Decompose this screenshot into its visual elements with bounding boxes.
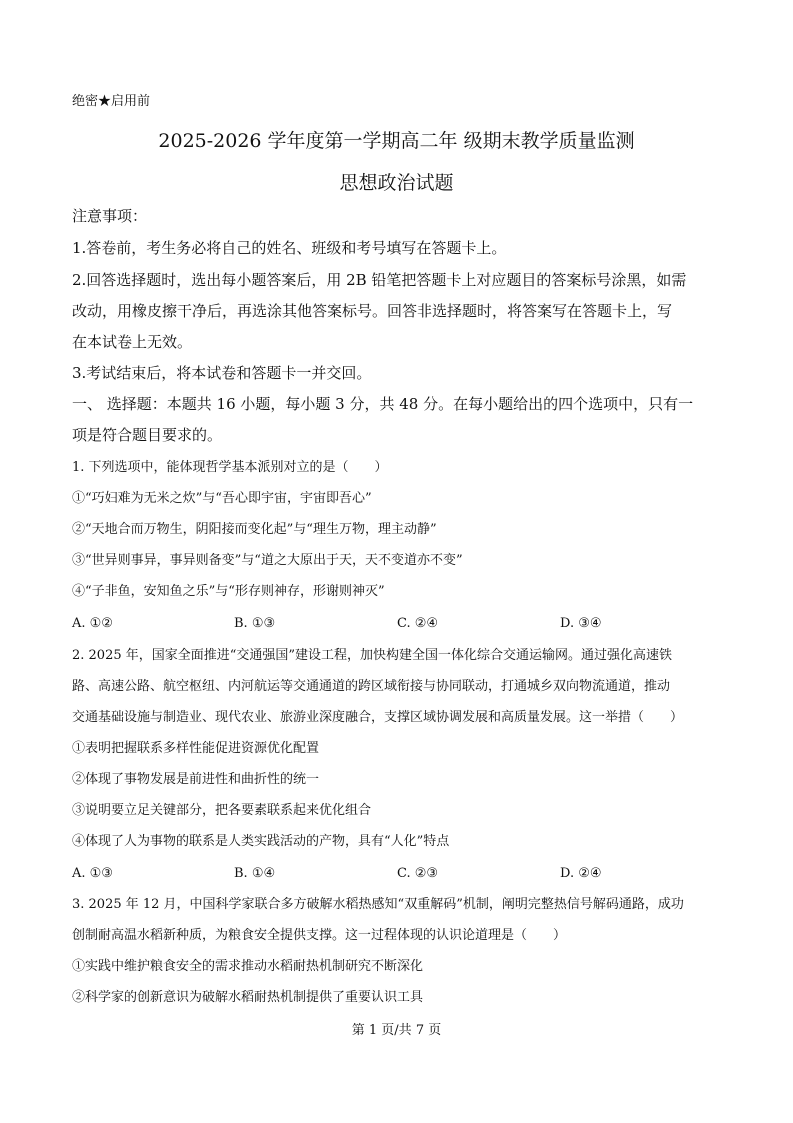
q1-option-a: A. ①② (72, 616, 113, 631)
section-1-line-2: 项是符合题目要求的。 (72, 426, 223, 444)
section-1-line-1: 一、 选择题：本题共 16 小题，每小题 3 分，共 48 分。在每小题给出的四个选项中，只有一 (72, 395, 694, 413)
exam-subtitle: 思想政治试题 (339, 172, 454, 194)
q2-stem-line-3: 交通基础设施与制造业、现代农业、旅游业深度融合，支撑区域协调发展和高质量发展。这一举措（ ） (72, 710, 684, 725)
notice-item-3: 3.考试结束后，将本试卷和答题卡一并交回。 (72, 364, 372, 382)
q3-stem-line-2: 创制耐高温水稻新种质，为粮食安全提供支撑。这一过程体现的认识论道理是（ ） (72, 928, 567, 943)
q3-statement-1: ①实践中维护粮食安全的需求推动水稻耐热机制研究不断深化 (72, 959, 424, 974)
q3-statement-2: ②科学家的创新意识为破解水稻耐热机制提供了重要认识工具 (72, 990, 424, 1005)
q1-stem: 1. 下列选项中，能体现哲学基本派别对立的是（ ） (72, 460, 388, 475)
secret-label: 绝密★启用前 (72, 94, 151, 109)
q3-stem-line-1: 3. 2025 年 12 月，中国科学家联合多方破解水稻热感知“双重解码”机制，阐明完整热信号解码通路，成功 (72, 897, 684, 912)
q1-statement-1: ①“巧妇难为无米之炊”与“吾心即宇宙，宇宙即吾心” (72, 491, 372, 506)
q1-option-b: B. ①③ (234, 616, 276, 631)
notice-item-2-line-3: 在本试卷上无效。 (72, 333, 193, 351)
q1-option-c: C. ②④ (397, 616, 439, 631)
q2-option-b: B. ①④ (234, 866, 276, 881)
notice-heading: 注意事项： (72, 207, 148, 225)
q2-option-d: D. ②④ (560, 866, 602, 881)
notice-item-2-line-1: 2.回答选择题时，选出每小题答案后，用 2B 铅笔把答题卡上对应题目的答案标号涂黑，如需 (72, 271, 687, 289)
q2-statement-4: ④体现了人为事物的联系是人类实践活动的产物，具有“人化”特点 (72, 834, 450, 849)
exam-title: 2025-2026 学年度第一学期高二年 级期末教学质量监测 (158, 130, 635, 152)
notice-item-1: 1.答卷前，考生务必将自己的姓名、班级和考号填写在答题卡上。 (72, 239, 507, 257)
q1-statement-4: ④“子非鱼，安知鱼之乐”与“形存则神存，形谢则神灭” (72, 584, 385, 599)
q2-stem-line-2: 路、高速公路、航空枢纽、内河航运等交通通道的跨区域衔接与协同联动，打通城乡双向物流通道，推动 (72, 679, 671, 694)
page-footer: 第 1 页/共 7 页 (351, 1023, 442, 1038)
q2-statement-2: ②体现了事物发展是前进性和曲折性的统一 (72, 772, 320, 787)
q2-stem-line-1: 2. 2025 年，国家全面推进“交通强国”建设工程，加快构建全国一体化综合交通运输网。通过强化高速铁 (72, 648, 673, 663)
q2-statement-1: ①表明把握联系多样性能促进资源优化配置 (72, 741, 320, 756)
q1-statement-2: ②“天地合而万物生，阴阳接而变化起”与“理生万物，理主动静” (72, 522, 437, 537)
q2-option-a: A. ①③ (72, 866, 113, 881)
q2-statement-3: ③说明要立足关键部分，把各要素联系起来优化组合 (72, 803, 372, 818)
q1-option-d: D. ③④ (560, 616, 602, 631)
q2-option-c: C. ②③ (397, 866, 439, 881)
notice-item-2-line-2: 改动，用橡皮擦干净后，再选涂其他答案标号。回答非选择题时，将答案写在答题卡上，写 (72, 302, 673, 320)
q1-statement-3: ③“世异则事异，事异则备变”与“道之大原出于天，天不变道亦不变” (72, 553, 463, 568)
